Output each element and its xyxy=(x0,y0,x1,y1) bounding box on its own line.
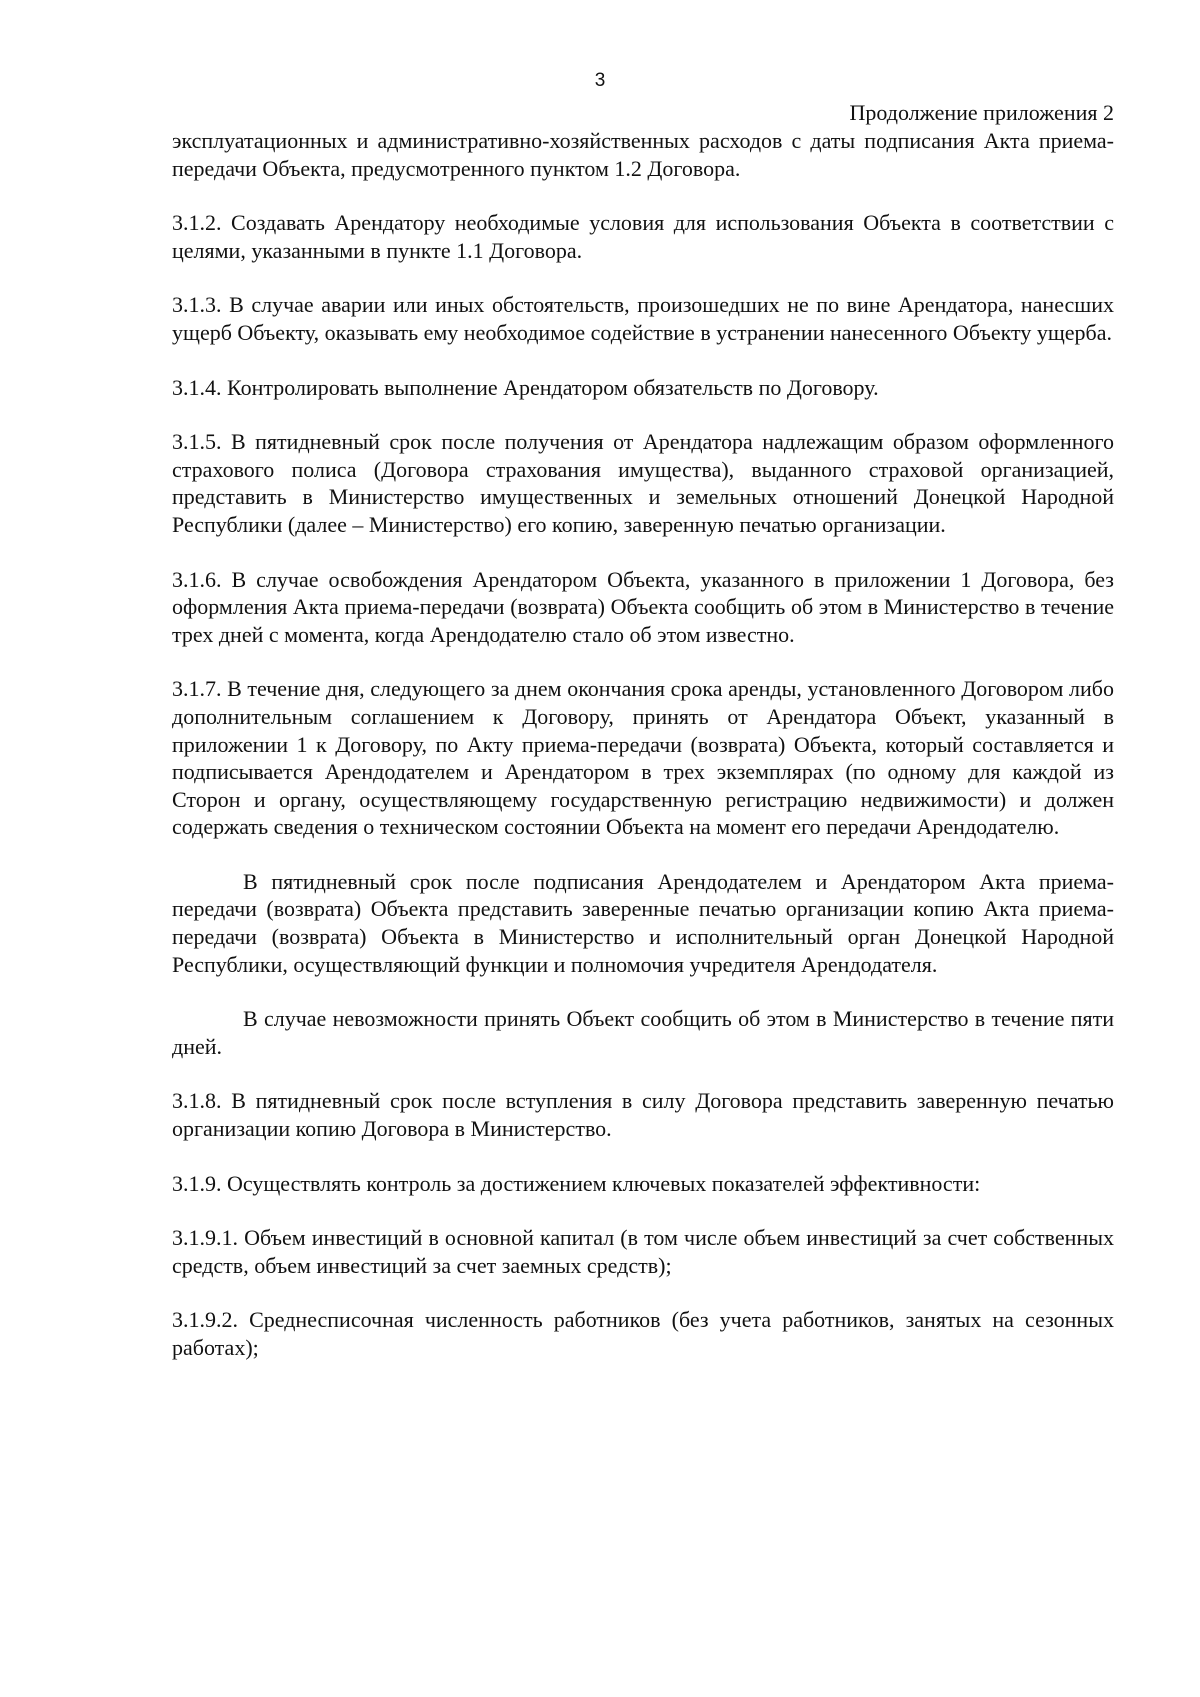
paragraph-continuation: эксплуатационных и административно-хозяйственных расходов с даты подписания Акта приема-передачи Объекта, предусмотренного пунктом 1.2 Договора. xyxy=(172,128,1114,181)
running-header: Продолжение приложения 2 xyxy=(849,100,1114,125)
paragraph-3-1-7-impossibility: В случае невозможности принять Объект сообщить об этом в Министерство в течение пяти дней. xyxy=(172,1006,1114,1059)
page-number: 3 xyxy=(594,70,606,91)
paragraph-3-1-4: 3.1.4. Контролировать выполнение Арендатором обязательств по Договору. xyxy=(172,374,879,400)
paragraph-3-1-9-1: 3.1.9.1. Объем инвестиций в основной капитал (в том числе объем инвестиций за счет собственных средств, объем инвестиций за счет заемных средств); xyxy=(172,1225,1114,1278)
paragraph-3-1-9-2: 3.1.9.2. Среднесписочная численность работников (без учета работников, занятых на сезонных работах); xyxy=(172,1307,1114,1360)
paragraph-3-1-8: 3.1.8. В пятидневный срок после вступления в силу Договора представить заверенную печатью организации копию Договора в Министерство. xyxy=(172,1088,1114,1142)
paragraph-3-1-7: 3.1.7. В течение дня, следующего за днем окончания срока аренды, установленного Договором либо дополнительным соглашением к Договору, принять от Арендатора Объект, указанный в приложении 1 к Договору, по Акту приема-передачи (возврата) Объекта, который составляется и подписывается Арендодателем и Арендатором в трех экземплярах (по одному для каждой из Сторон и органу, осуществляющему государственную регистрацию недвижимости) и должен содержать сведения о техническом состоянии Объекта на момент его передачи Арендодателю. xyxy=(172,676,1114,840)
document-body xyxy=(172,127,1114,1389)
paragraph-3-1-7-return-act: В пятидневный срок после подписания Арендодателем и Арендатором Акта приема-передачи (возврата) Объекта представить заверенные печатью организации копию Акта приема-передачи (возврата) Объекта в Министерство и исполнительный орган Донецкой Народной Республики, осуществляющий функции и полномочия учредителя Арендодателя. xyxy=(172,868,1114,977)
paragraph-3-1-6: 3.1.6. В случае освобождения Арендатором Объекта, указанного в приложении 1 Договора, без оформления Акта приема-передачи (возврата) Объекта сообщить об этом в Министерство в течение трех дней с момента, когда Арендодателю стало об этом известно. xyxy=(172,566,1114,647)
paragraph-3-1-3: 3.1.3. В случае аварии или иных обстоятельств, произошедших не по вине Арендатора, нанесших ущерб Объекту, оказывать ему необходимое содействие в устранении нанесенного Объекту ущерба. xyxy=(172,292,1114,345)
paragraph-3-1-5: 3.1.5. В пятидневный срок после получения от Арендатора надлежащим образом оформленного страхового полиса (Договора страхования имущества), выданного страховой организацией, представить в Министерство имущественных и земельных отношений Донецкой Народной Республики (далее – Министерство) его копию, заверенную печатью организации. xyxy=(172,429,1114,537)
paragraph-3-1-9: 3.1.9. Осуществлять контроль за достижением ключевых показателей эффективности: xyxy=(172,1170,981,1196)
paragraph-3-1-2: 3.1.2. Создавать Арендатору необходимые условия для использования Объекта в соответствии с целями, указанными в пункте 1.1 Договора. xyxy=(172,210,1114,263)
